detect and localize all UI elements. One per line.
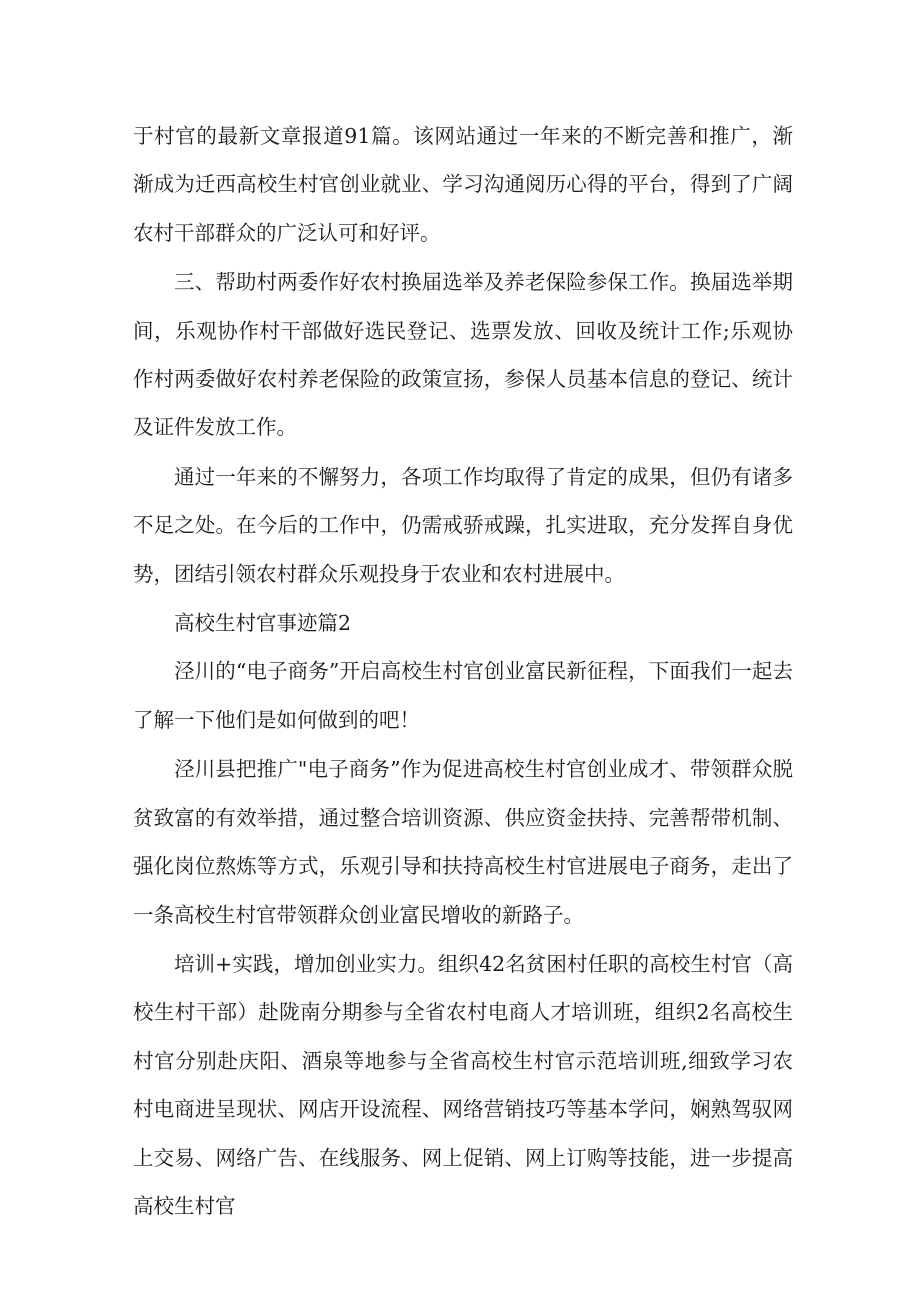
document-body bbox=[133, 112, 793, 1230]
section-heading: 高校生村官事迹篇2 bbox=[174, 611, 352, 636]
paragraph-election-insurance: 三、帮助村两委作好农村换届选举及养老保险参保工作。换届选举期间，乐观协作村干部做好选民登记、选票发放、回收及统计工作;乐观协作村两委做好农村养老保险的政策宣扬，参保人员基本信息的登记、统计及证件发放工作。 bbox=[133, 270, 793, 440]
paragraph-summary: 通过一年来的不懈努力，各项工作均取得了肯定的成果，但仍有诸多不足之处。在今后的工作中，仍需戒骄戒躁，扎实进取，充分发挥自身优势，团结引领农村群众乐观投身于农业和农村进展中。 bbox=[133, 464, 793, 586]
paragraph-intro: 泾川的“电子商务”开启高校生村官创业富民新征程，下面我们一起去了解一下他们是如何做到的吧！ bbox=[133, 659, 793, 732]
paragraph-training-practice: 培训+实践，增加创业实力。组织42名贫困村任职的高校生村官（高校生村干部）赴陇南分期参与全省农村电商人才培训班，组织2名高校生村官分别赴庆阳、酒泉等地参与全省高校生村官示范培训班,细致学习农村电商进呈现状、网店开设流程、网络营销技巧等基本学问，娴熟驾驭网上交易、网络广告、在线服务、网上促销、网上订购等技能，进一步提高高校生村官 bbox=[133, 951, 793, 1218]
paragraph-ecommerce-measures: 泾川县把推广"电子商务”作为促进高校生村官创业成才、带领群众脱贫致富的有效举措，通过整合培训资源、供应资金扶持、完善帮带机制、强化岗位熬炼等方式，乐观引导和扶持高校生村官进展电子商务，走出了一条高校生村官带领群众创业富民增收的新路子。 bbox=[133, 757, 793, 927]
paragraph-continuation: 于村官的最新文章报道91篇。该网站通过一年来的不断完善和推广，渐渐成为迁西高校生村官创业就业、学习沟通阅历心得的平台，得到了广阔农村干部群众的广泛认可和好评。 bbox=[133, 124, 793, 245]
